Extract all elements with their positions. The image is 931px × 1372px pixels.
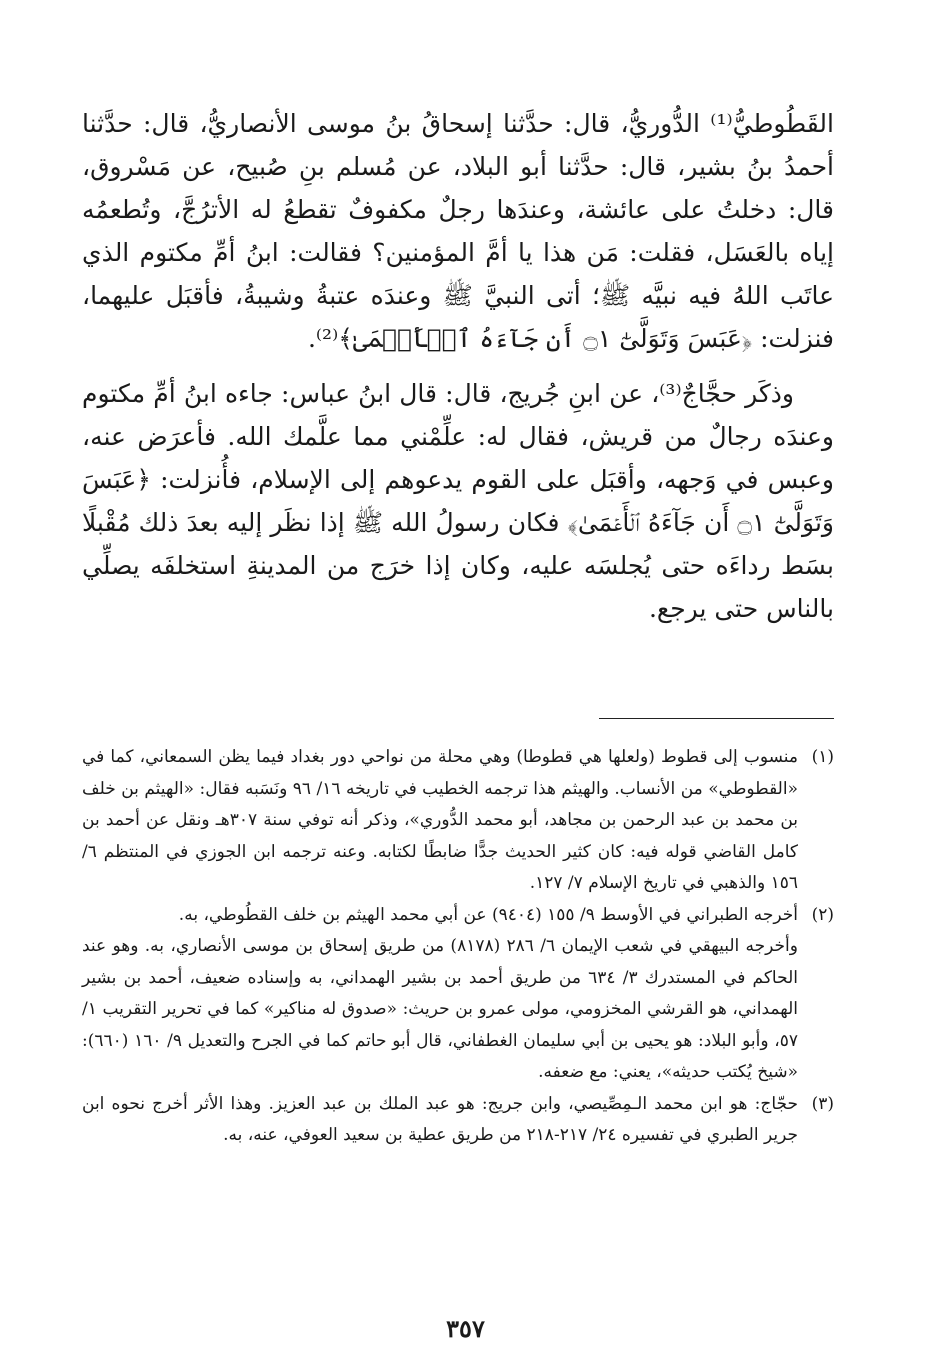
footnote-2-number: (٢) [811,904,834,925]
paragraph-2: وذكَر حجَّاجٌ⁽³⁾، عن ابنِ جُريج، قال: قال ابنُ عباس: جاءه ابنُ أمِّ مكتوم وعندَه رجالٌ من قريش، فقال له: علِّمْني مما علَّمك الله. فأعرَض عنه، وعبس في وَجهه، وأقبَل على القوم يدعوهم إلى الإسلام، فأُنزلت: ﴿عَبَسَ وَتَوَلَّىٰٓ ۝١ أَن جَآءَهُ ٱلۡأَعۡمَىٰ﴾ فكان رسولُ الله ﷺ إذا نظَر إليه بعدَ ذلك مُقْبلًا بسَط رداءَه حتى يُجلسَه عليه، وكان إذا خرَج من المدينةِ استخلفَه يصلِّي بالناس حتى يرجع. [82,379,834,623]
main-text-body [82,102,834,630]
page-number: ٣٥٧ [446,1314,485,1343]
footnote-1-number: (١) [811,747,834,767]
footnote-2 [82,900,834,932]
footnote-3-text: حجّاج: هو ابن محمد الـمِصِّيصي، وابن جريج: هو عبد الملك بن عبد العزيز. وهذا الأثر أخرج نحوه ابن جرير الطبري في تفسيره ٢٤/ ٢١٧-٢١٨ من طريق عطية بن سعيد العوفي، عنه، به. [82,1093,798,1145]
footnote-1-text: منسوب إلى قطوط (ولعلها هي قطوطا) وهي محلة من نواحي دور بغداد فيما يظن السمعاني، كما في «القطوطي» من الأنساب. والهيثم هذا ترجمه الخطيب في تاريخه ١٦/ ٩٦ ونَسَبه فقال: «الهيثم بن خلف بن محمد بن عبد الرحمن بن مجاهد، أبو محمد الدُّوري»، وذكر أنه توفي سنة ٣٠٧هـ ونقل عن أحمد بن كامل القاضي قوله فيه: كان كثير الحديث جدًّا ضابطًا لكتابه. وعنه ترجمه ابن الجوزي في المنتظم ٦/ ١٥٦ والذهبي في تاريخ الإسلام ٧/ ١٢٧. [82,747,798,893]
paragraph-1: القَطُوطيُّ⁽¹⁾ الدُّوريُّ، قال: حدَّثنا إسحاقُ بنُ موسى الأنصاريُّ، قال: حدَّثنا أحمدُ بنُ بشير، قال: حدَّثنا أبو البلاد، عن مُسلم بنِ صُبيح، عن مَسْروق، قال: دخلتُ على عائشة، وعندَها رجلٌ مكفوفٌ تقطعُ له الأترُجَّ، وتُطعمُه إياه بالعَسَل، فقلت: مَن هذا يا أمَّ المؤمنين؟ فقالت: ابنُ أمِّ مكتوم الذي عاتَب اللهُ فيه نبيَّه ﷺ؛ أتى النبيَّ ﷺ وعندَه عتبةُ وشيبةُ، فأقبَل عليهما، فنزلت: ﴿عَبَسَ وَتَوَلَّىٰٓ ۝١ أَن جَآءَهُ ٱلۡأَعۡمَىٰ﴾⁽²⁾. [82,109,834,353]
footnote-1 [82,742,834,900]
footnote-separator [599,718,834,719]
footnote-2-text: أخرجه الطبراني في الأوسط ٩/ ١٥٥ (٩٤٠٤) عن أبي محمد الهيثم بن خلف القطُوطي، به. [178,904,798,925]
footnote-3 [82,1089,834,1152]
footnotes-section [82,742,834,1152]
footnote-3-number: (٣) [811,1093,834,1114]
footnote-2-continuation: وأخرجه البيهقي في شعب الإيمان ٦/ ٢٨٦ (٨١٧٨) من طريق إسحاق بن موسى الأنصاري، به. وهو عند الحاكم في المستدرك ٣/ ٦٣٤ من طريق أحمد بن بشير الهمداني، به وإسناده ضعيف، أحمد بن بشير الهمداني، هو القرشي المخزومي، مولى عمرو بن حريث: «صدوق له مناكير» كما في تحرير التقريب ١/ ٥٧، وأبو البلاد: هو يحيى بن أبي سليمان الغطفاني، قال أبو حاتم كما في الجرح والتعديل ٩/ ١٦٠ (٦٦٠): «شيخ يُكتب حديثه»، يعني: مع ضعفه. [82,936,798,1082]
